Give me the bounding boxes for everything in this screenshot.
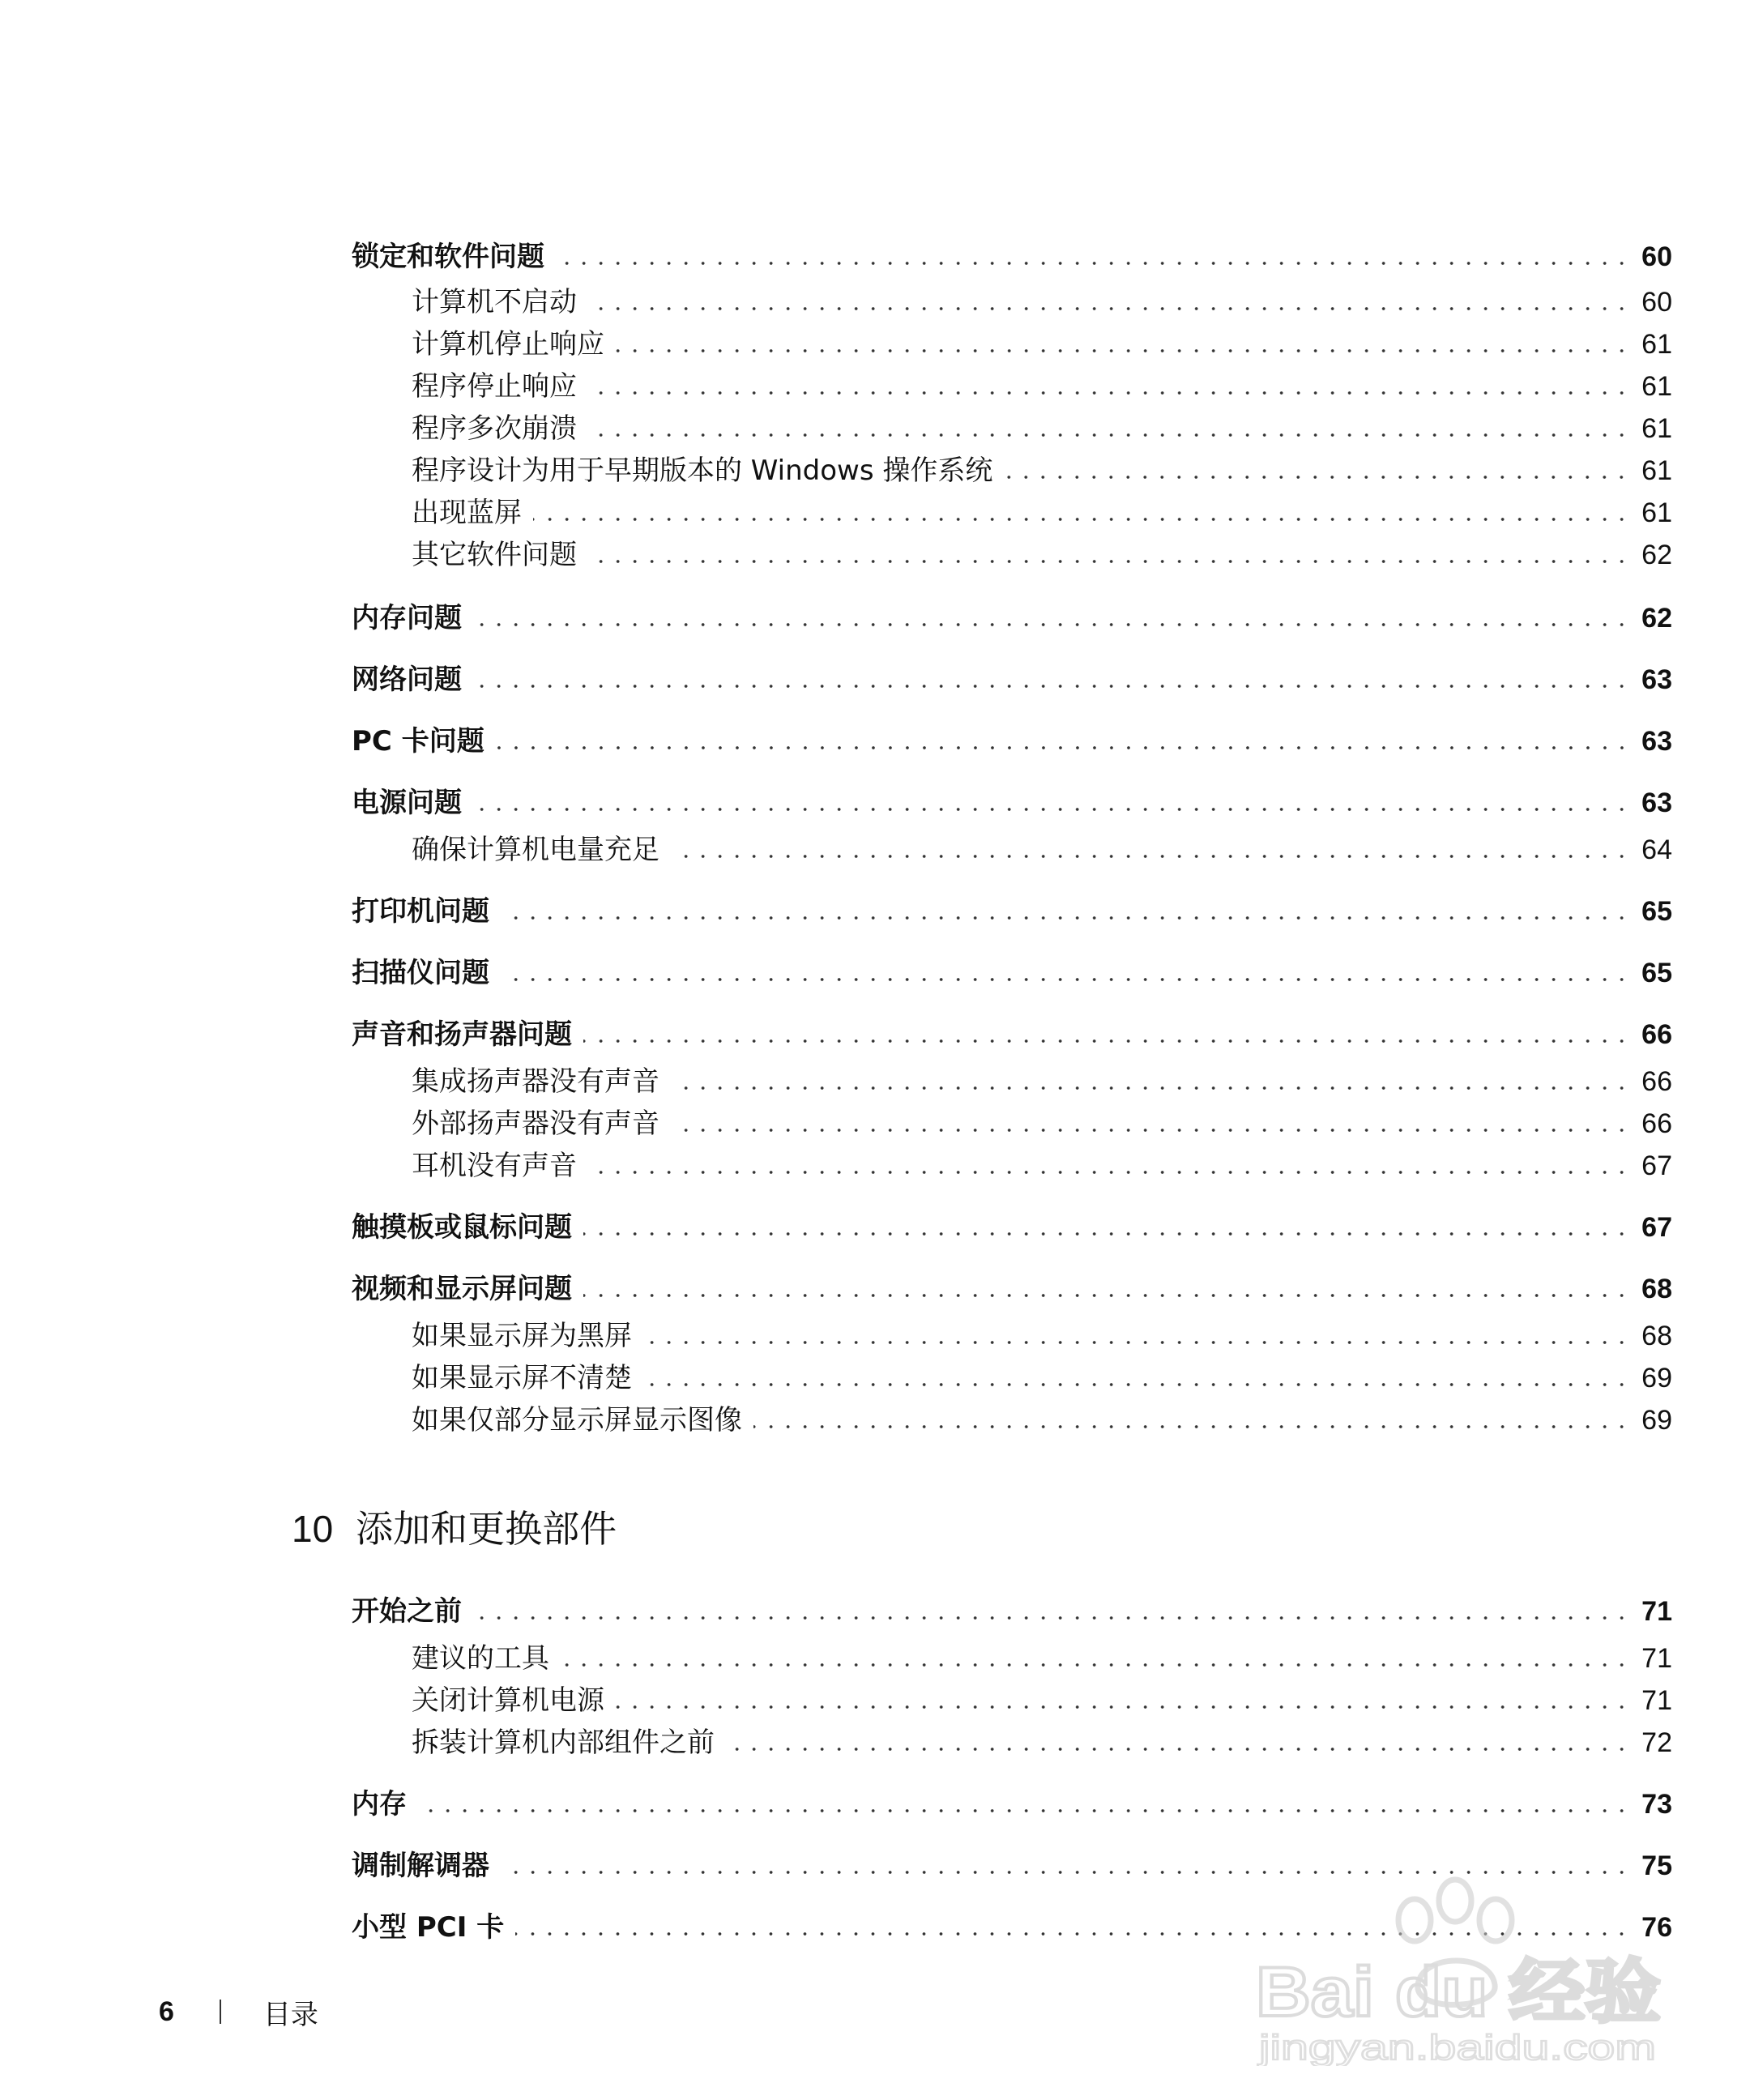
toc-entry-title: 调制解调器 — [352, 1850, 489, 1882]
toc-entry[interactable] — [352, 1196, 1672, 1244]
toc-entry-title: 内存 — [352, 1788, 407, 1820]
toc-entry-title: 声音和扬声器问题 — [352, 1018, 572, 1051]
toc-entry-page: 61 — [1641, 371, 1672, 402]
toc-entry[interactable] — [352, 587, 1672, 632]
toc-entry-title: 计算机不启动 — [412, 286, 577, 318]
dot-leader — [616, 1705, 1630, 1709]
toc-entry[interactable] — [352, 1773, 1672, 1818]
toc-entry-page: 66 — [1641, 1108, 1672, 1139]
toc-entry-page: 65 — [1641, 896, 1672, 927]
toc-entry[interactable] — [412, 397, 1672, 445]
toc-entry-page: 62 — [1641, 540, 1672, 570]
toc-entry-title: 拆装计算机内部组件之前 — [412, 1727, 715, 1759]
toc-entry[interactable] — [352, 1580, 1672, 1628]
chapter-title: 添加和更换部件 — [356, 1507, 617, 1551]
toc-entry-title: 程序设计为用于早期版本的 Windows 操作系统 — [412, 455, 993, 487]
dot-leader — [643, 1383, 1630, 1386]
toc-entry[interactable] — [412, 1669, 1672, 1717]
dot-leader — [418, 1809, 1630, 1812]
toc-entry-title: 建议的工具 — [412, 1642, 549, 1675]
dot-leader — [583, 1232, 1630, 1236]
dot-leader — [501, 978, 1630, 981]
dot-leader — [616, 349, 1630, 352]
page-footer — [159, 1993, 318, 2030]
toc-entry-page: 75 — [1641, 1850, 1672, 1881]
toc-entry-title: 程序多次崩溃 — [412, 412, 577, 445]
toc-entry[interactable] — [352, 771, 1672, 817]
toc-entry[interactable] — [352, 710, 1672, 758]
toc-entry-page: 61 — [1641, 413, 1672, 444]
watermark-brand: Bai du 经验 — [1256, 1953, 1661, 2031]
dot-leader — [643, 1341, 1630, 1344]
toc-entry[interactable] — [352, 1257, 1672, 1303]
dot-leader — [473, 1616, 1630, 1620]
toc-entry-title: 网络问题 — [352, 664, 462, 696]
toc-entry-page: 60 — [1641, 241, 1672, 272]
toc-entry-page: 61 — [1641, 497, 1672, 528]
toc-entry-page: 69 — [1641, 1363, 1672, 1394]
toc-entry-title: 计算机停止响应 — [412, 328, 604, 361]
toc-entry-page: 63 — [1641, 664, 1672, 695]
dot-leader — [588, 391, 1630, 395]
chapter-number: 10 — [292, 1508, 334, 1550]
toc-entry-page: 67 — [1641, 1150, 1672, 1181]
toc-entry[interactable] — [412, 1050, 1672, 1098]
dot-leader — [588, 1171, 1630, 1174]
toc-entry[interactable] — [352, 648, 1672, 694]
toc-entry[interactable] — [412, 818, 1672, 864]
dot-leader — [588, 307, 1630, 310]
toc-entry[interactable] — [412, 439, 1672, 487]
toc-entry-page: 76 — [1641, 1912, 1672, 1943]
toc-entry-title: 如果显示屏为黑屏 — [412, 1320, 632, 1352]
dot-leader — [726, 1748, 1630, 1751]
dot-leader — [561, 1663, 1630, 1667]
toc-entry[interactable] — [412, 355, 1672, 403]
dot-leader — [671, 1086, 1630, 1090]
chapter-heading — [292, 1507, 617, 1551]
toc-entry[interactable] — [412, 1347, 1672, 1392]
dot-leader — [583, 1294, 1630, 1297]
toc-entry[interactable] — [412, 1389, 1672, 1434]
dot-leader — [473, 685, 1630, 688]
dot-leader — [671, 1129, 1630, 1132]
toc-entry-page: 68 — [1641, 1321, 1672, 1351]
dot-leader — [556, 262, 1630, 265]
toc-entry-page: 62 — [1641, 603, 1672, 634]
toc-entry-page: 71 — [1641, 1643, 1672, 1674]
toc-entry[interactable] — [412, 1711, 1672, 1759]
toc-entry[interactable] — [412, 271, 1672, 316]
toc-entry-title: PC 卡问题 — [352, 725, 484, 758]
toc-entry-title: 触摸板或鼠标问题 — [352, 1211, 572, 1244]
toc-entry-page: 71 — [1641, 1685, 1672, 1716]
toc-entry-title: 如果显示屏不清楚 — [412, 1362, 632, 1394]
dot-leader — [533, 518, 1630, 521]
footer-section-label: 目录 — [262, 1998, 318, 2031]
toc-entry-title: 锁定和软件问题 — [352, 241, 544, 273]
dot-leader — [496, 746, 1630, 749]
dot-leader — [501, 916, 1630, 920]
toc-entry-page: 66 — [1641, 1019, 1672, 1050]
toc-entry-page: 63 — [1641, 788, 1672, 818]
toc-entry-page: 63 — [1641, 726, 1672, 757]
toc-entry-title: 如果仅部分显示屏显示图像 — [412, 1404, 742, 1436]
toc-entry-title: 开始之前 — [352, 1595, 462, 1628]
toc-entry-title: 扫描仪问题 — [352, 957, 489, 989]
toc-entry-title: 其它软件问题 — [412, 539, 577, 571]
toc-entry-page: 68 — [1641, 1274, 1672, 1304]
dot-leader — [1004, 476, 1630, 479]
toc-entry-title: 外部扬声器没有声音 — [412, 1108, 659, 1140]
toc-entry-page: 61 — [1641, 455, 1672, 486]
dot-leader — [753, 1425, 1630, 1428]
toc-entry-title: 出现蓝屏 — [412, 497, 522, 529]
toc-entry-title: 视频和显示屏问题 — [352, 1273, 572, 1305]
toc-entry-page: 73 — [1641, 1789, 1672, 1820]
toc-entry[interactable] — [352, 1003, 1672, 1051]
toc-entry-page: 60 — [1641, 287, 1672, 318]
toc-entry-title: 电源问题 — [352, 787, 462, 819]
toc-entry[interactable] — [352, 941, 1672, 987]
toc-entry-title: 小型 PCI 卡 — [352, 1911, 505, 1944]
dot-leader — [588, 560, 1630, 563]
dot-leader — [583, 1039, 1630, 1043]
toc-entry-title: 打印机问题 — [352, 895, 489, 928]
toc-entry[interactable] — [412, 1627, 1672, 1675]
toc-entry-page: 72 — [1641, 1727, 1672, 1758]
toc-entry-title: 内存问题 — [352, 602, 462, 634]
toc-entry-page: 65 — [1641, 958, 1672, 988]
footer-divider — [220, 2000, 221, 2024]
toc-entry-title: 集成扬声器没有声音 — [412, 1065, 659, 1098]
toc-entry-page: 71 — [1641, 1596, 1672, 1627]
toc-entry[interactable] — [352, 225, 1672, 271]
toc-entry[interactable] — [412, 313, 1672, 361]
baidu-jingyan-watermark — [1248, 1863, 1669, 2066]
footer-page-number: 6 — [159, 1995, 174, 2027]
toc-entry-page: 64 — [1641, 834, 1672, 865]
toc-entry[interactable] — [412, 481, 1672, 527]
toc-entry-title: 程序停止响应 — [412, 370, 577, 403]
toc-entry-page: 69 — [1641, 1405, 1672, 1436]
toc-entry[interactable] — [412, 523, 1672, 569]
dot-leader — [588, 433, 1630, 437]
dot-leader — [473, 623, 1630, 626]
dot-leader — [671, 855, 1630, 858]
toc-entry[interactable] — [412, 1092, 1672, 1138]
watermark-url: jingyan.baidu.com — [1257, 2028, 1656, 2066]
dot-leader — [473, 808, 1630, 811]
toc-entry-title: 确保计算机电量充足 — [412, 834, 659, 866]
toc-entry-title: 耳机没有声音 — [412, 1150, 577, 1182]
toc-entry[interactable] — [412, 1134, 1672, 1180]
toc-entry-page: 67 — [1641, 1212, 1672, 1243]
toc-entry[interactable] — [352, 880, 1672, 928]
toc-entry-page: 66 — [1641, 1066, 1672, 1097]
toc-entry-title: 关闭计算机电源 — [412, 1684, 604, 1717]
toc-entry[interactable] — [412, 1304, 1672, 1350]
toc-entry-page: 61 — [1641, 329, 1672, 360]
